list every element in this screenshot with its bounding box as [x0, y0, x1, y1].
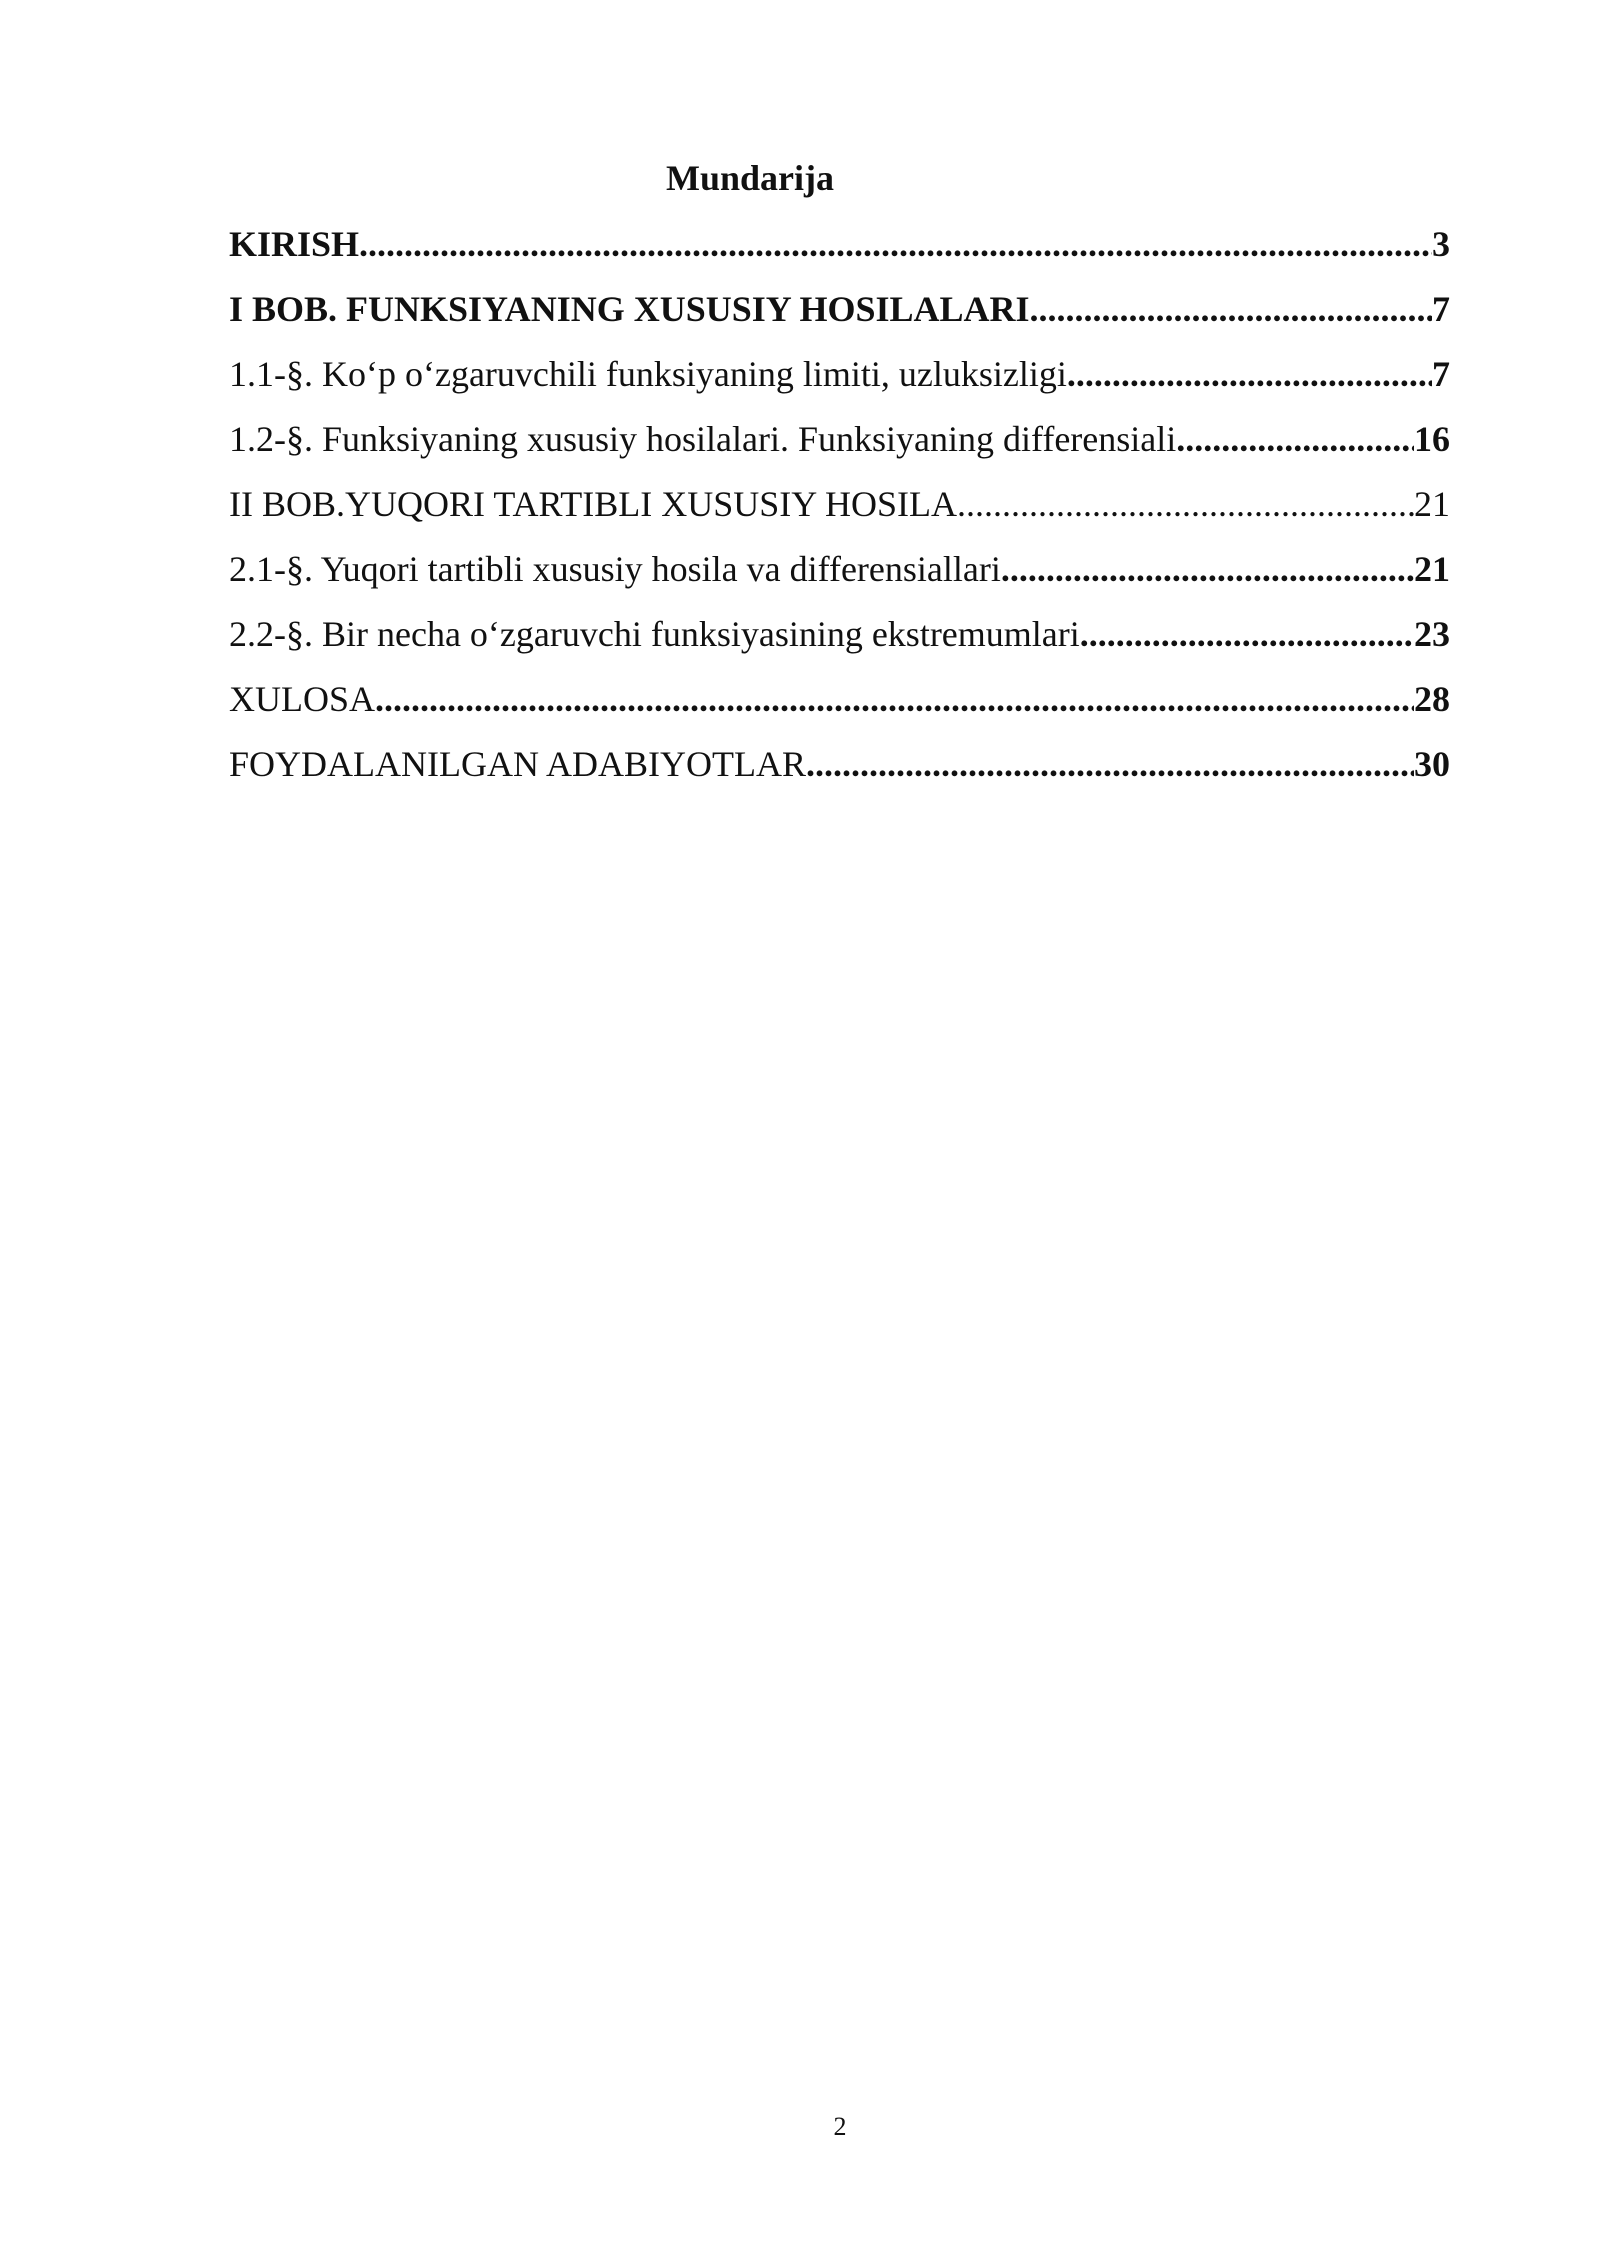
toc-entry-page: 3	[1432, 224, 1450, 264]
toc-entry-chapter-1[interactable]	[229, 287, 1450, 352]
toc-entry-title: KIRISH	[229, 224, 360, 264]
page-title: Mundarija	[665, 158, 834, 198]
toc-entry-title: XULOSA	[229, 679, 376, 719]
toc-entry-title: 1.1-§. Ko‘p o‘zgaruvchili funksiyaning limiti, uzluksizligi	[229, 354, 1067, 394]
toc-leader-dots	[375, 677, 1414, 721]
toc-entry-page: 16	[1414, 419, 1450, 459]
toc-leader-dots	[1030, 287, 1432, 331]
toc-leader-dots	[359, 222, 1432, 266]
toc-entry-page: 28	[1414, 679, 1450, 719]
page-number: 2	[833, 2112, 847, 2141]
toc-entry-title: 1.2-§. Funksiyaning xususiy hosilalari. Funksiyaning differensiali	[229, 419, 1177, 459]
toc-entry-kirish[interactable]	[229, 222, 1450, 287]
toc-entry-title: II BOB.YUQORI TARTIBLI XUSUSIY HOSILA	[229, 484, 957, 524]
toc-entry-page: 21	[1414, 484, 1450, 524]
toc-leader-dots	[957, 482, 1414, 526]
toc-entry-section-2-2[interactable]	[229, 612, 1450, 677]
table-of-contents	[229, 222, 1450, 807]
toc-entry-section-1-2[interactable]	[229, 417, 1450, 482]
toc-entry-title: I BOB. FUNKSIYANING XUSUSIY HOSILALARI	[229, 289, 1030, 329]
toc-entry-page: 21	[1414, 549, 1450, 589]
toc-entry-title: 2.2-§. Bir necha o‘zgaruvchi funksiyasining ekstremumlari	[229, 614, 1080, 654]
toc-entry-title: 2.1-§. Yuqori tartibli xususiy hosila va differensiallari	[229, 549, 1001, 589]
toc-entry-title: FOYDALANILGAN ADABIYOTLAR	[229, 744, 806, 784]
toc-entry-page: 23	[1414, 614, 1450, 654]
toc-leader-dots	[1080, 612, 1414, 656]
toc-entry-references[interactable]	[229, 742, 1450, 807]
toc-entry-page: 7	[1432, 289, 1450, 329]
toc-entry-xulosa[interactable]	[229, 677, 1450, 742]
toc-leader-dots	[1001, 547, 1414, 591]
toc-entry-section-1-1[interactable]	[229, 352, 1450, 417]
toc-leader-dots	[806, 742, 1414, 786]
toc-entry-page: 30	[1414, 744, 1450, 784]
toc-entry-chapter-2[interactable]	[229, 482, 1450, 547]
toc-entry-page: 7	[1432, 354, 1450, 394]
toc-entry-section-2-1[interactable]	[229, 547, 1450, 612]
toc-leader-dots	[1067, 352, 1432, 396]
toc-leader-dots	[1176, 417, 1414, 461]
